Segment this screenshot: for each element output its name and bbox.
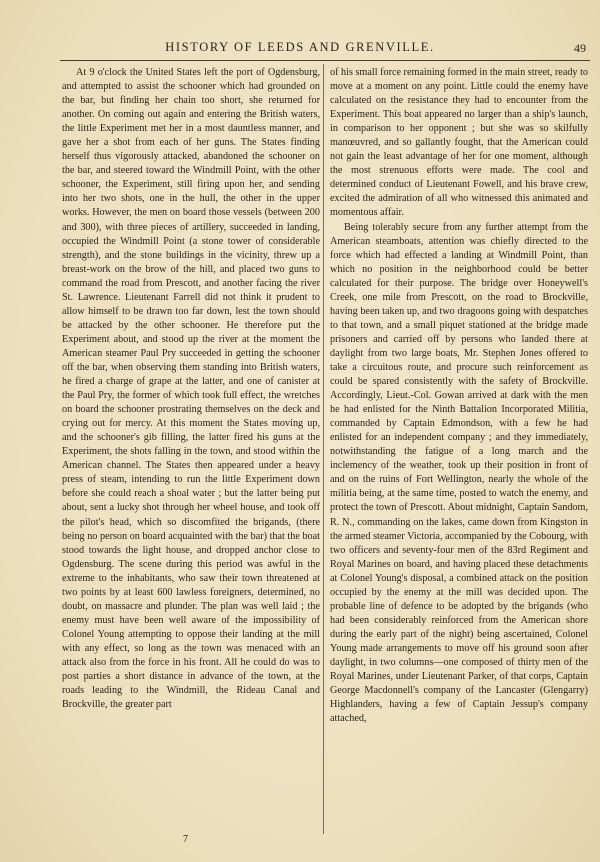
header-rule (60, 60, 590, 61)
left-paragraph-1: At 9 o'clock the United States left the port of Ogdensburg, and attempted to assist the schooner which had grounded on the bar, but finding her chain too short, she returned for another. On coming out again and entering the British waters, the little Experiment met her in a most dauntless manner, and gave her a shot from each of her guns. The States finding herself thus vigorously attacked, abandoned the schooner on the bar, and steered toward the Windmill Point, with the other schooner, the Experiment, still firing upon her, and sending into her two shots, one in the hull, the other in the upper works. However, the men on board those vessels (between 200 and 300), with three pieces of artillery, succeeded in landing, occupied the Windmill Point (a stone tower of considerable strength), and the stone buildings in the vicinity, threw up a breast-work on the brow of the hill, and placed two guns to command the road from Prescott, and another facing the river St. Lawrence. Lieutenant Farrell did not think it prudent to allow himself to be drawn too far down, lest the town should be attacked by the other schooner. He therefore put the Experiment about, and stood up the river at the moment the American steamer Paul Pry succeeded in getting the schooner off the bar, when observing them standing into British waters, he fired a charge of grape at the latter, and one of canister at the Paul Pry, the former of which took full effect, the wretches on board the schooner prostrating themselves on the deck and crying out for mercy. At this moment the States moving up, and the schooner's gib filling, the latter fired his guns at the Experiment, the shots falling in the town, and stood within the American channel. The States then appeared under a heavy press of steam, intending to run the little Experiment down before she could reach a shoal water ; but the latter being put about, sent a lucky shot through her wheel house, and took off the pilot's head, which so discomfited the brigands, (there being no person on board acquainted with the bar) that the boat stood towards the light house, and dropped anchor close to Ogdensburg. The scene during this period was awful in the extreme to the inhabitants, who saw their town threatened at two points by at least 600 lawless foreigners, determined, no doubt, on massacre and plunder. The plan was well laid ; the enemy must have been well aware of the impossibility of Colonel Young attempting to oppose their landing at the mill with any effect, so long as the town was menaced with an attack also from the force in his front. All he could do was to post parties a short distance in advance of the town, at the roads leading to the Windmill, the Rideau Canal and Brockville, the greater part (62, 67, 320, 711)
running-header (0, 40, 600, 58)
left-column (62, 66, 320, 712)
right-paragraph-2: Being tolerably secure from any further attempt from the American steamboats, attention was chiefly directed to the force which had effected a landing at Windmill Point, than which no position in the neighborhood could be better calculated for their purpose. The bridge over Honeywell's Creek, one mile from Prescott, on the road to Brockville, having been taken up, and two dragoons going with despatches to that town, and a small piquet stationed at the bridge made prisoners and carried off by persons who landed there at daylight from two large boats, Mr. Stephen Jones offered to take a circuitous route, and procure such reinforcement as could be spared consistently with the safety of Brockville. Accordingly, Lieut.-Col. Gowan arrived at dark with the men he had enlisted for the Ninth Battalion Incorporated Militia, commanded by Captain Edmondson, with a few he had enlisted for an independent company ; and they immediately, notwithstanding the fatigue of a long march and the inclemency of the weather, took up their position in front of and on the ruins of Fort Wellington, nearly the whole of the militia being, at the same time, posted to watch the enemy, and protect the town of Prescott. About midnight, Captain Sandom, R. N., commanding on the lakes, came down from Kingston in the armed steamer Victoria, accompanied by the Cobourg, with two officers and seventy-four men of the 83rd Regiment and Royal Marines on board, and having placed these detachments at Colonel Young's disposal, a combined attack on the position occupied by the enemy at the mill was decided upon. The probable line of defence to be adopted by the brigands (who had been considerably reinforced from the American shore during the early part of the night) being ascertained, Colonel Young made arrangements to move off his ground soon after daylight, in two columns—one composed of thirty men of the Royal Marines, under Lieutenant Parker, of that corps, Captain George Macdonnell's company of the Lancaster (Glengarry) Highlanders, having a few of Captain Jessup's company attached, (330, 221, 588, 725)
right-paragraph-1: of his small force remaining formed in the main street, ready to move at a moment on any point. Little could the enemy have calculated on the resistance they had to encounter from the Experiment. This boat appeared no larger than a ship's launch, in comparison to her opponent ; but she was so skilfully manœuvred, and so gallantly fought, that the American could not gain the least advantage of her for one moment, although the most strenuous efforts were made. The cool and determined conduct of Lieutenant Fowell, and his brave crew, excited the admiration of all who witnessed this animated and momentous affair. (330, 67, 589, 219)
column-divider (323, 64, 324, 834)
signature-mark: 7 (183, 834, 188, 845)
page-number: 49 (574, 41, 586, 55)
right-column (330, 66, 588, 726)
page-title: HISTORY OF LEEDS AND GRENVILLE. (165, 40, 435, 54)
